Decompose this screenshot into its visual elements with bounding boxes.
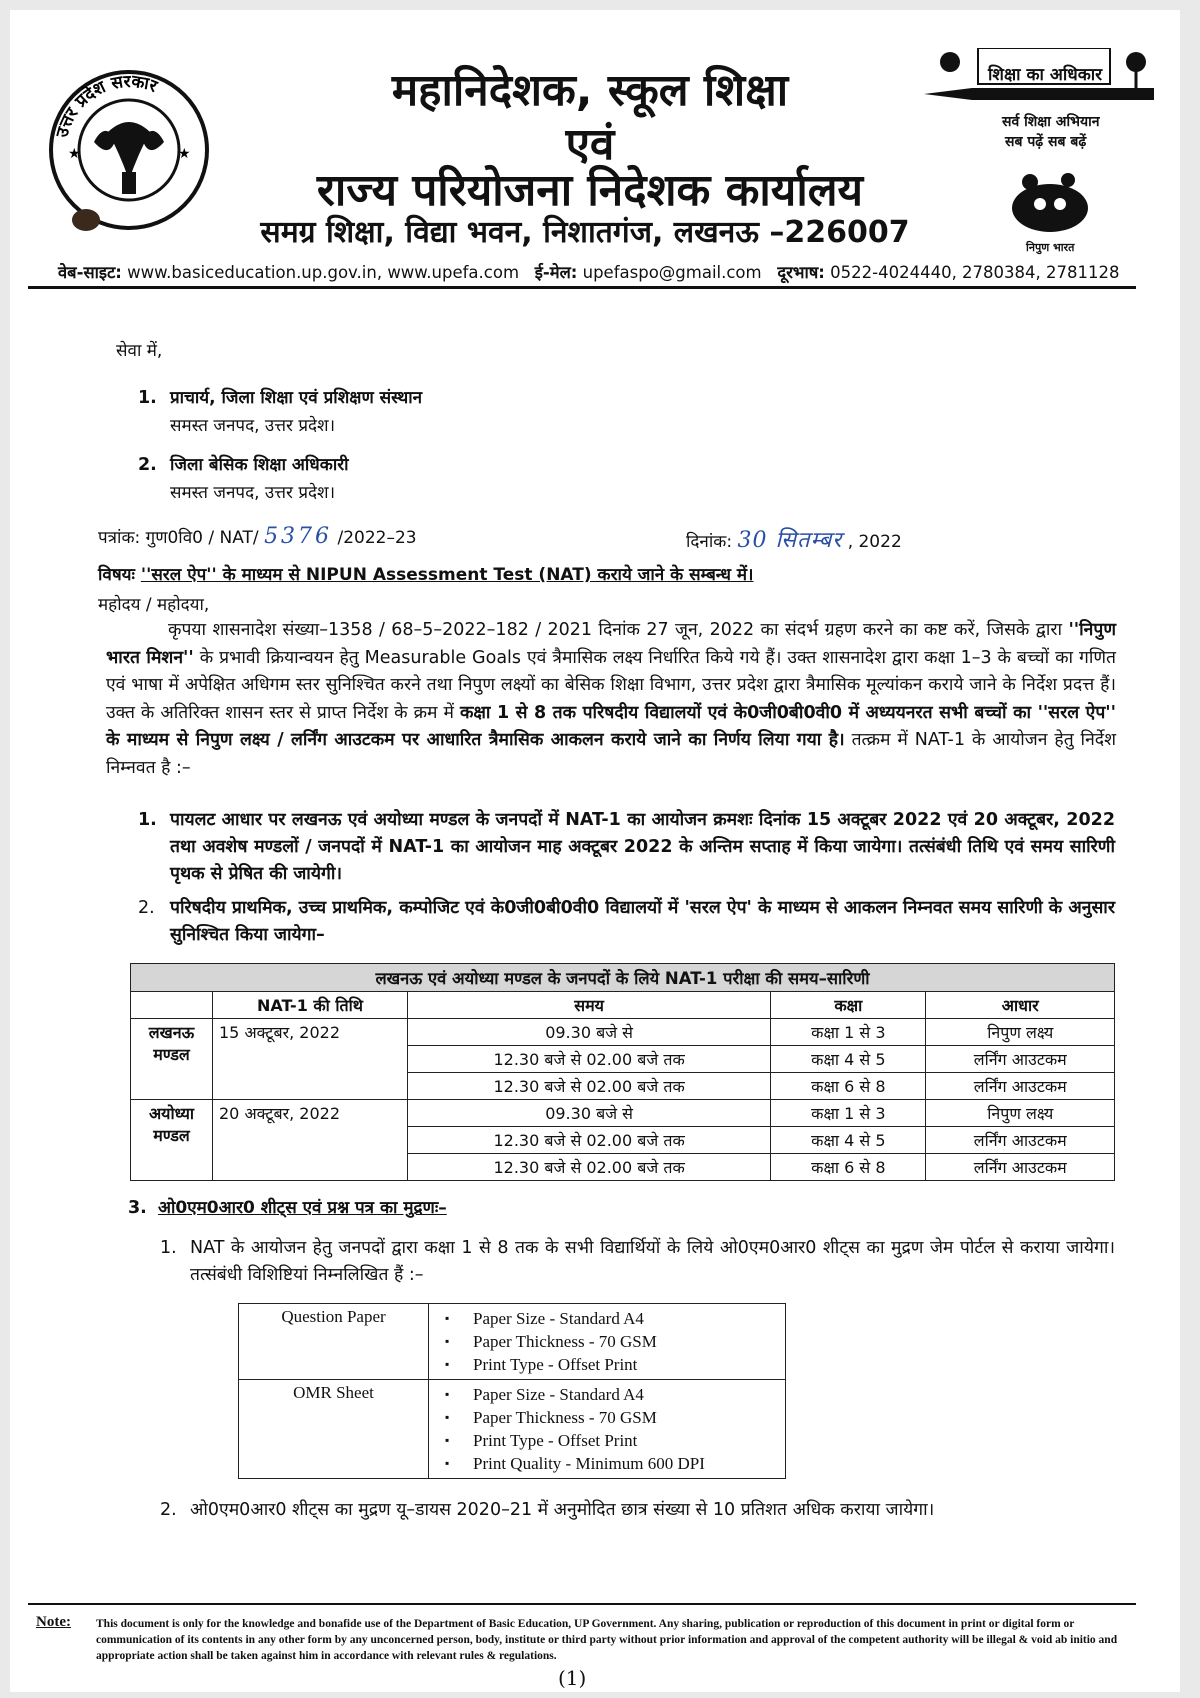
- body-bold-1: ''निपुण भारत मिशन'': [106, 620, 1116, 668]
- basis-cell: निपुण लक्ष्य: [926, 1100, 1115, 1127]
- list-item: ▪ Paper Thickness - 70 GSM: [437, 1330, 777, 1353]
- email-value: upefaspo@gmail.com: [582, 263, 762, 282]
- logo-text: उत्तर प्रदेश सरकार: [52, 71, 160, 140]
- ref-number: 5376: [264, 524, 333, 549]
- header-address: समग्र शिक्षा, विद्या भवन, निशातगंज, लखनऊ –226007: [260, 215, 910, 250]
- point-2-text: परिषदीय प्राथमिक, उच्च प्राथमिक, कम्पोजिट एवं के0जी0बी0वी0 विद्यालयों में 'सरल ऐप' के माध्यम से आकलन निम्नवत समय सारिणी के अनुसार सुनिश्चित किया जायेगा–: [170, 898, 1115, 945]
- spec-name: OMR Sheet: [239, 1380, 429, 1479]
- contact-line: [58, 260, 1120, 283]
- email-label: ई-मेल:: [534, 263, 578, 282]
- subject-line: [98, 562, 754, 588]
- header-class: कक्षा: [771, 992, 926, 1019]
- body-part-1: कृपया शासनादेश संख्या–1358 / 68–5–2022–182 / 2021 दिनांक 27 जून, 2022 का संदर्भ ग्रहण करने का कष्ट करें, जिसके द्वारा: [168, 620, 1069, 640]
- section-3-title: [158, 1195, 447, 1221]
- date-line: [686, 528, 902, 555]
- point-1-text: पायलट आधार पर लखनऊ एवं अयोध्या मण्डल के जनपदों में NAT-1 का आयोजन क्रमशः दिनांक 15 अक्टूबर 2022 एवं 20 अक्टूबर, 2022 तथा अवशेष मण्डलों / जनपदों में NAT-1 का आयोजन माह अक्टूबर 2022 के अन्तिम सप्ताह में किया जायेगा। तत्संबंधी तिथि एवं समय सारिणी पृथक से प्रेषित की जायेगी।: [170, 810, 1115, 884]
- date-cell: 15 अक्टूबर, 2022: [213, 1019, 408, 1100]
- header-basis: आधार: [926, 992, 1115, 1019]
- header-title-line2: एवं: [565, 119, 615, 170]
- note-text: This document is only for the knowledge and bonafide use of the Department of Basic Education, UP Government. Any sharing, publication or reproduction of this document in print or digital form or communication of its contents in any other form by any unconcerned person, body, institute or third party without prior information and approval of the competent authority will be illegal & void ab initio and appropriate action shall be taken against him in accordance with relevant rules & regulations.: [96, 1618, 1118, 1662]
- body-paragraph: [106, 617, 1116, 782]
- ssa-label: सर्व शिक्षा अभियान: [1002, 114, 1100, 130]
- web-label: वेब-साइट:: [58, 263, 122, 282]
- footer-divider: [28, 1603, 1136, 1605]
- phone-label: दूरभाष:: [777, 263, 825, 282]
- table-row: [131, 1019, 1115, 1046]
- body-part-2: के प्रभावी क्रियान्वयन हेतु Measurable Goals एवं त्रैमासिक लक्ष्य निर्धारित किये गये हैं। उक्त शासनादेश द्वारा कक्षा 1–3 के बच्चों का गणित एवं भाषा में अपेक्षित अधिगम स्तर सुनिश्चित करने तथा निपुण लक्ष्यों का बेसिक शिक्षा विभाग, उत्तर प्रदेश द्वारा त्रैमासिक मूल्यांकन कराये जाने के निर्देश प्रदत्त हैं। उक्त के अतिरिक्त शासन स्तर से प्राप्त निर्देश के क्रम में: [106, 647, 1116, 723]
- time-cell: 12.30 बजे से 02.00 बजे तक: [408, 1154, 771, 1181]
- header-mandal: [131, 992, 213, 1019]
- section-3-item-1-num: 1.: [160, 1238, 177, 1258]
- web-value: www.basiceducation.up.gov.in, www.upefa.com: [127, 263, 520, 282]
- date-year: , 2022: [847, 532, 902, 552]
- class-cell: कक्षा 6 से 8: [771, 1154, 926, 1181]
- header-date: NAT-1 की तिथि: [213, 992, 408, 1019]
- svg-text:★: ★: [68, 146, 81, 162]
- ref-year: /2022–23: [337, 528, 417, 548]
- section-3-item-2-num: 2.: [160, 1500, 177, 1520]
- header-title-line3: राज्य परियोजना निदेशक कार्यालय: [316, 165, 864, 216]
- greeting: महोदय / महोदया,: [98, 595, 210, 615]
- header-title-line1: महानिदेशक, स्कूल शिक्षा: [391, 65, 789, 116]
- subject-label: विषयः: [98, 565, 135, 585]
- time-cell: 09.30 बजे से: [408, 1019, 771, 1046]
- subject-text: ''सरल ऐप'' के माध्यम से NIPUN Assessment Test (NAT) कराये जाने के सम्बन्ध में।: [140, 565, 754, 585]
- basis-cell: लर्निंग आउटकम: [926, 1073, 1115, 1100]
- list-item: ▪ Print Type - Offset Print: [437, 1353, 777, 1376]
- nat-schedule-table: [130, 963, 1115, 1181]
- page-number: (1): [558, 1666, 587, 1690]
- section-3-num: 3.: [128, 1198, 147, 1218]
- phone-value: 0522-4024440, 2780384, 2781128: [830, 263, 1120, 282]
- body-bold-2: कक्षा 1 से 8 तक परिषदीय विद्यालयों एवं के0जी0बी0वी0 में अध्ययनरत सभी बच्चों का ''सरल ऐप'' के माध्यम से निपुण लक्ष्य / लर्निंग आउटकम पर आधारित त्रैमासिक आकलन कराये जाने का निर्णय लिया गया है।: [106, 702, 1116, 750]
- spec-table: [238, 1303, 786, 1479]
- list-item: ▪ Print Quality - Minimum 600 DPI: [437, 1452, 777, 1475]
- section-3-item-2: ओ0एम0आर0 शीट्स का मुद्रण यू–डायस 2020–21 में अनुमोदित छात्र संख्या से 10 प्रतिशत अधिक कराया जायेगा।: [190, 1500, 935, 1520]
- table-row: [239, 1380, 786, 1479]
- body-part-3: तत्क्रम में NAT-1 के आयोजन हेतु निर्देश निम्नवत है :–: [106, 730, 1116, 778]
- class-cell: कक्षा 6 से 8: [771, 1073, 926, 1100]
- mandal-cell: अयोध्या मण्डल: [131, 1100, 213, 1181]
- nipun-bharat-logo: [990, 168, 1110, 258]
- schedule-header-row: [131, 992, 1115, 1019]
- class-cell: कक्षा 4 से 5: [771, 1046, 926, 1073]
- section-3-item-1: NAT के आयोजन हेतु जनपदों द्वारा कक्षा 1 से 8 तक के सभी विद्यार्थियों के लिये ओ0एम0आर0 शीट्स का मुद्रण जेम पोर्टल से कराया जायेगा। तत्संबंधी विशिष्टियां निम्नलिखित हैं :–: [190, 1238, 1115, 1285]
- rte-label: शिक्षा का अधिकार: [988, 65, 1103, 85]
- salutation-to: सेवा में,: [116, 341, 163, 361]
- time-cell: 12.30 बजे से 02.00 बजे तक: [408, 1046, 771, 1073]
- date-handwritten: 30 सितम्बर: [737, 528, 843, 553]
- time-cell: 09.30 बजे से: [408, 1100, 771, 1127]
- recipient-2-sub: समस्त जनपद, उत्तर प्रदेश।: [170, 483, 336, 503]
- table-row: [239, 1304, 786, 1380]
- nipun-label: निपुण भारत: [1026, 241, 1075, 254]
- class-cell: कक्षा 4 से 5: [771, 1127, 926, 1154]
- point-2-num: 2.: [138, 898, 155, 918]
- class-cell: कक्षा 1 से 3: [771, 1100, 926, 1127]
- section-3-title-text: ओ0एम0आर0 शीट्स एवं प्रश्न पत्र का मुद्रणः–: [158, 1198, 447, 1218]
- time-cell: 12.30 बजे से 02.00 बजे तक: [408, 1073, 771, 1100]
- basis-cell: लर्निंग आउटकम: [926, 1154, 1115, 1181]
- recipient-1-num: 1.: [138, 388, 157, 408]
- list-item: ▪ Print Type - Offset Print: [437, 1429, 777, 1452]
- note-label: Note:: [36, 1614, 71, 1630]
- list-item: ▪ Paper Thickness - 70 GSM: [437, 1406, 777, 1429]
- spec-items: [429, 1304, 786, 1380]
- spec-name: Question Paper: [239, 1304, 429, 1380]
- header-divider: [28, 286, 1136, 289]
- reference-line: [98, 524, 417, 551]
- date-cell: 20 अक्टूबर, 2022: [213, 1100, 408, 1181]
- table-row: [131, 1100, 1115, 1127]
- date-label: दिनांक:: [686, 532, 733, 552]
- point-1-num: 1.: [138, 810, 157, 830]
- ssa-tagline: सब पढ़ें सब बढ़ें: [1005, 134, 1087, 150]
- recipient-2-title: जिला बेसिक शिक्षा अधिकारी: [170, 455, 349, 475]
- mandal-cell: लखनऊ मण्डल: [131, 1019, 213, 1100]
- basis-cell: लर्निंग आउटकम: [926, 1046, 1115, 1073]
- basis-cell: लर्निंग आउटकम: [926, 1127, 1115, 1154]
- time-cell: 12.30 बजे से 02.00 बजे तक: [408, 1127, 771, 1154]
- list-item: ▪ Paper Size - Standard A4: [437, 1307, 777, 1330]
- header-time: समय: [408, 992, 771, 1019]
- svg-text:★: ★: [178, 146, 191, 162]
- recipient-1-title: प्राचार्य, जिला शिक्षा एवं प्रशिक्षण संस्थान: [170, 388, 423, 408]
- recipient-1-sub: समस्त जनपद, उत्तर प्रदेश।: [170, 416, 336, 436]
- recipient-2-num: 2.: [138, 455, 157, 475]
- class-cell: कक्षा 1 से 3: [771, 1019, 926, 1046]
- up-government-logo: [38, 62, 220, 244]
- rte-logo-block: [910, 48, 1160, 158]
- document-page: [10, 10, 1180, 1692]
- list-item: ▪ Paper Size - Standard A4: [437, 1383, 777, 1406]
- nipun-mascot-icon: [990, 168, 1110, 238]
- spec-items: [429, 1380, 786, 1479]
- basis-cell: निपुण लक्ष्य: [926, 1019, 1115, 1046]
- schedule-caption: लखनऊ एवं अयोध्या मण्डल के जनपदों के लिये NAT-1 परीक्षा की समय–सारिणी: [131, 964, 1115, 992]
- ref-label: पत्रांक: गुण0वि0 / NAT/: [98, 528, 259, 548]
